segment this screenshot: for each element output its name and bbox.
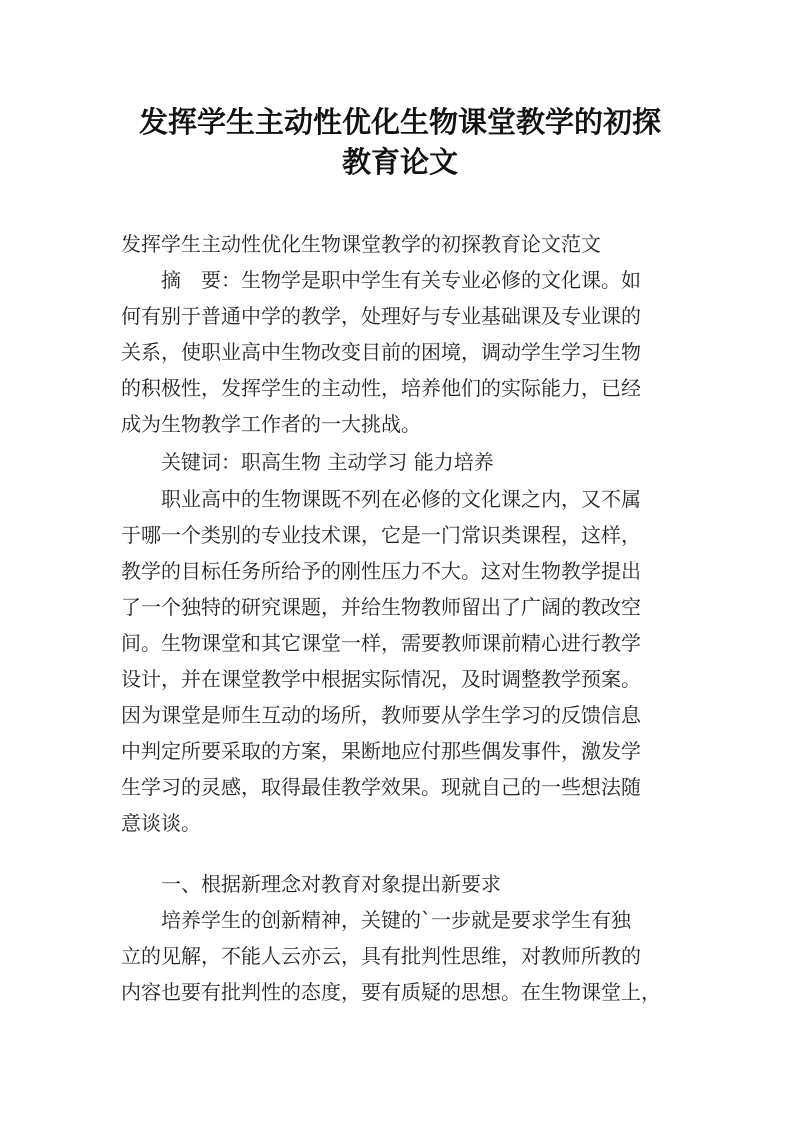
body-line: 生学习的灵感，取得最佳教学效果。现就自己的一些想法随 (121, 775, 641, 799)
body-line: 培养学生的创新精神，关键的`一步就是要求学生有独 (161, 908, 631, 932)
abstract-line: 摘 要：生物学是职中学生有关专业必修的文化课。如 (161, 268, 641, 292)
body-line: 设计，并在课堂教学中根据实际情况，及时调整教学预案。 (121, 667, 641, 691)
document-title-line-2: 教育论文 (341, 145, 458, 179)
abstract-line: 成为生物教学工作者的一大挑战。 (121, 412, 421, 436)
body-line: 立的见解，不能人云亦云，具有批判性思维，对教师所教的 (121, 944, 641, 968)
abstract-line: 关系，使职业高中生物改变目前的困境，调动学生学习生物 (121, 340, 641, 364)
body-line: 了一个独特的研究课题，并给生物教师留出了广阔的教改空 (121, 595, 641, 619)
abstract-line: 的积极性，发挥学生的主动性，培养他们的实际能力，已经 (121, 376, 641, 400)
subtitle-line: 发挥学生主动性优化生物课堂教学的初探教育论文范文 (121, 232, 601, 256)
body-line: 意谈谈。 (121, 811, 201, 835)
body-line: 于哪一个类别的专业技术课，它是一门常识类课程，这样， (121, 523, 641, 547)
body-line: 教学的目标任务所给予的刚性压力不大。这对生物教学提出 (121, 559, 641, 583)
document-title-line-1: 发挥学生主动性优化生物课堂教学的初探 (138, 105, 661, 139)
body-line: 因为课堂是师生互动的场所，教师要从学生学习的反馈信息 (121, 703, 641, 727)
section-heading: 一、根据新理念对教育对象提出新要求 (161, 872, 501, 896)
abstract-line: 何有别于普通中学的教学，处理好与专业基础课及专业课的 (121, 304, 641, 328)
body-line: 职业高中的生物课既不列在必修的文化课之内，又不属 (161, 487, 641, 511)
keywords-line: 关键词：职高生物 主动学习 能力培养 (161, 450, 494, 474)
body-line: 中判定所要采取的方案，果断地应付那些偶发事件，激发学 (121, 739, 641, 763)
body-line: 内容也要有批判性的态度，要有质疑的思想。在生物课堂上， (121, 980, 661, 1004)
body-line: 间。生物课堂和其它课堂一样，需要教师课前精心进行教学 (121, 631, 641, 655)
